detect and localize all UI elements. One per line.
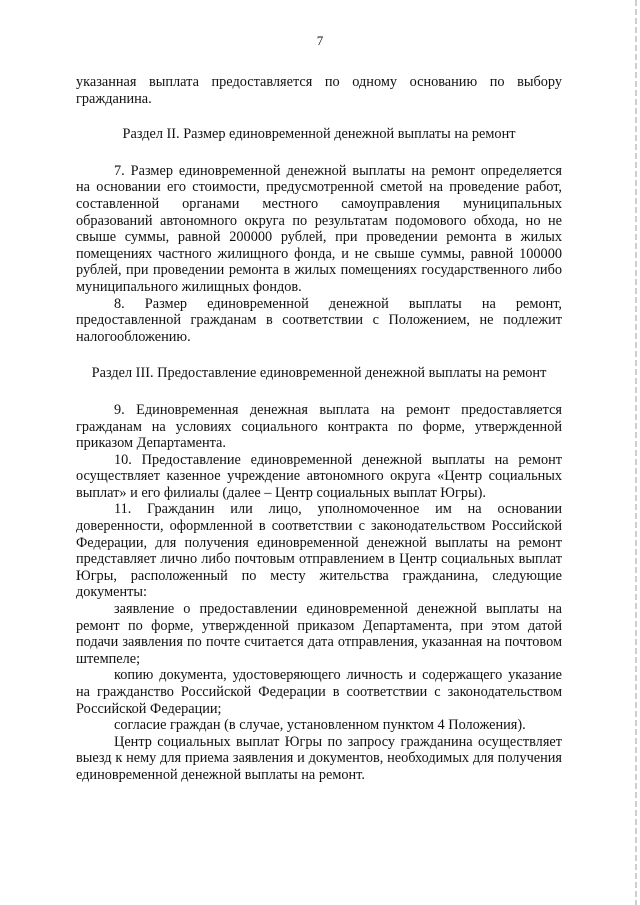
scan-edge: [635, 0, 637, 905]
paragraph-home-visit: Центр социальных выплат Югры по запросу гражданина осуществляет выезд к нему для приема заявления и документов, необходимых для получения единовременной денежной выплаты на ремонт.: [76, 733, 562, 783]
paragraph-9: 9. Единовременная денежная выплата на ремонт предоставляется гражданам на условиях социального контракта по форме, утвержденной приказом Департамента.: [76, 401, 562, 452]
document-item-passport-copy: копию документа, удостоверяющего личность и содержащего указание на гражданство Российской Федерации в соответствии с законодательством Российской Федерации;: [76, 667, 562, 717]
document-body: [76, 74, 562, 784]
page-number: 7: [316, 33, 324, 48]
paragraph-11: 11. Гражданин или лицо, уполномоченное им на основании доверенности, оформленной в соответствии с законодательством Российской Федерации, для получения единовременной денежной выплаты на ремонт представляет лично либо почтовым отправлением в Центр социальных выплат Югры, расположенный по месту жительства гражданина, следующие документы:: [76, 501, 562, 601]
intro-paragraph: указанная выплата предоставляется по одному основанию по выбору гражданина.: [76, 74, 562, 107]
document-item-consent: согласие граждан (в случае, установленном пунктом 4 Положения).: [114, 717, 526, 734]
section-2-heading: Раздел II. Размер единовременной денежной выплаты на ремонт: [122, 126, 516, 143]
paragraph-8: 8. Размер единовременной денежной выплаты на ремонт, предоставленной гражданам в соответствии с Положением, не подлежит налогообложению.: [76, 295, 562, 345]
paragraph-10: 10. Предоставление единовременной денежной выплаты на ремонт осуществляет казенное учреждение автономного округа «Центр социальных выплат» и его филиалы (далее – Центр социальных выплат Югры).: [76, 451, 562, 501]
document-item-application: заявление о предоставлении единовременной денежной выплаты на ремонт по форме, утвержденной приказом Департамента, при этом датой подачи заявления по почте считается дата отправления, указанная на почтовом штемпеле;: [76, 601, 562, 667]
paragraph-7: 7. Размер единовременной денежной выплаты на ремонт определяется на основании его стоимости, предусмотренной сметой на проведение работ, составленной органами местного самоуправления муниципальных образований автономного округа по результатам подомового обхода, но не свыше суммы, равной 200000 рублей, при проведении ремонта в жилых помещениях частного жилищного фонда, и не свыше суммы, равной 100000 рублей, при проведении ремонта в жилых помещениях государственного либо муниципального жилищных фондов.: [76, 162, 562, 295]
section-3-heading: Раздел III. Предоставление единовременной денежной выплаты на ремонт: [91, 365, 547, 382]
